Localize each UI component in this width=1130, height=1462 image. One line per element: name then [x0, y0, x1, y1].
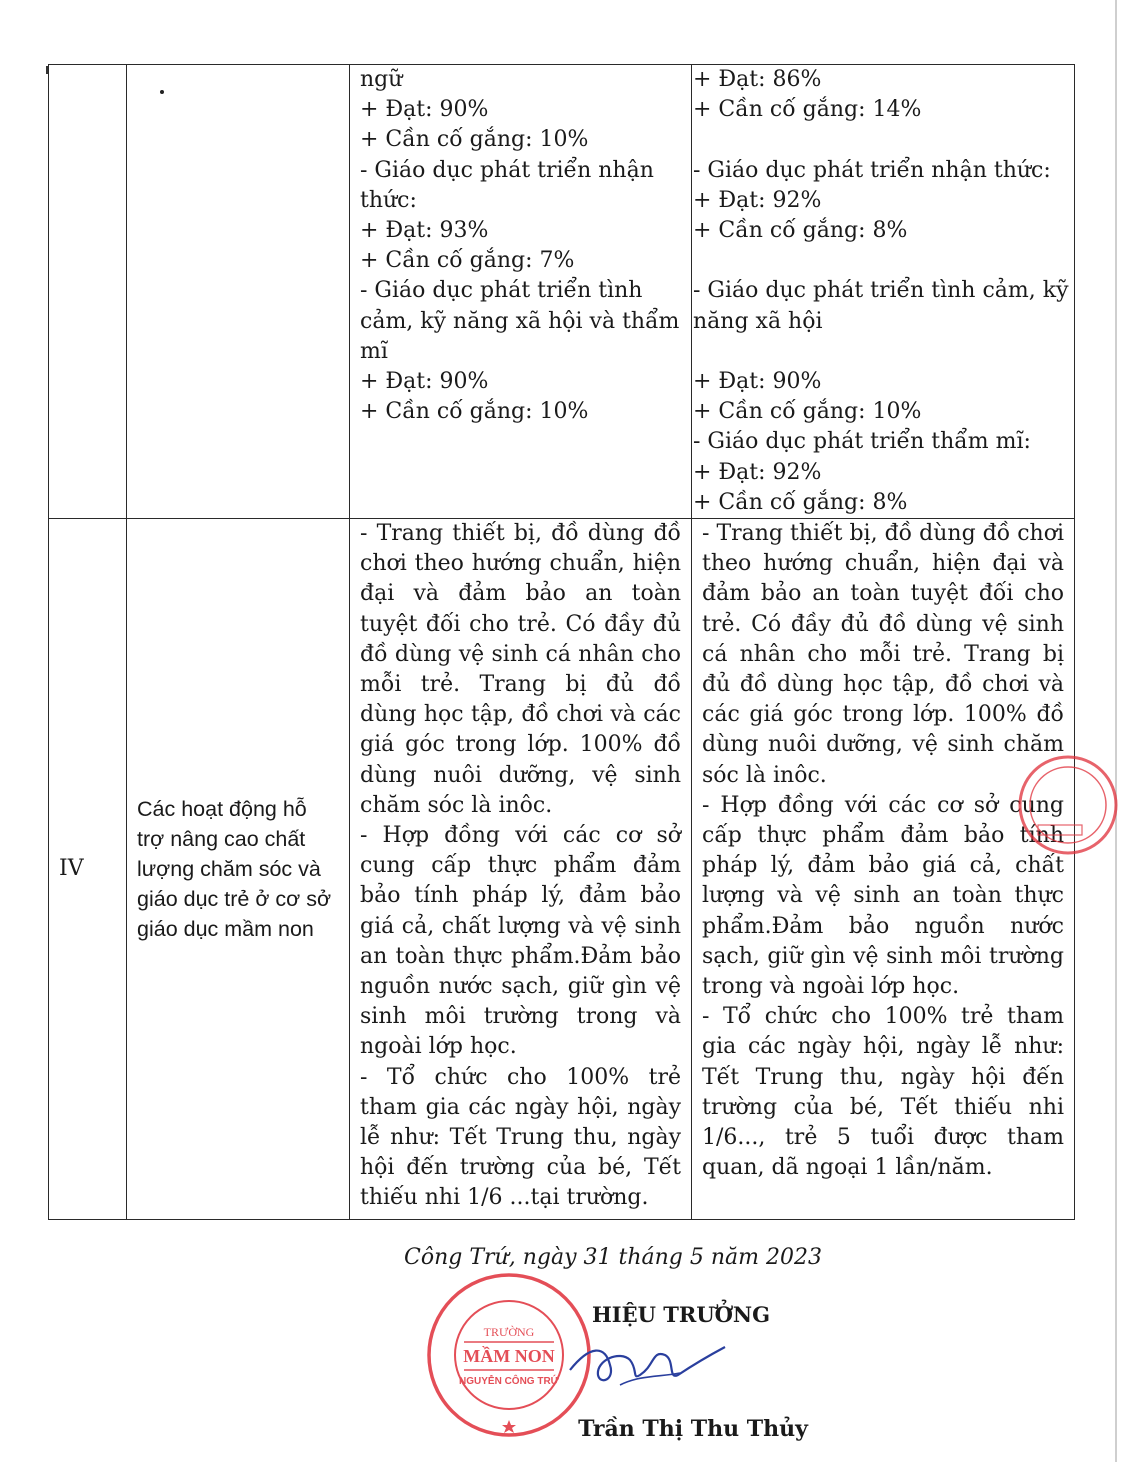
target-paragraph: - Hợp đồng với các cơ sở cung cấp thực phẩm đảm bảo tính pháp lý, đảm bảo giá cả, chất lượng và vệ sinh an toàn thực phẩm.Đảm bảo nguồn nước sạch, giữ gìn vệ sinh môi trường trong và ngoài lớp học. — [360, 823, 681, 1060]
cell-result — [692, 65, 1075, 519]
cell-area — [127, 519, 350, 1220]
result-line: - Giáo dục phát triển thẩm mĩ: — [693, 429, 1031, 455]
result-line: - Giáo dục phát triển tình cảm, kỹ — [693, 278, 1069, 304]
result-paragraph: - Trang thiết bị, đồ dùng đồ chơi theo hướng chuẩn, hiện đại và đảm bảo an toàn tuyệt đối cho trẻ. Có đầy đủ đồ dùng vệ sinh cá nhân cho mỗi trẻ. Trang bị đủ đồ dùng học tập, đồ chơi và các giá góc trong lớp. 100% đồ dùng nuôi dưỡng, vệ sinh chăm sóc là inôc. — [702, 521, 1064, 788]
target-line: + Cần cố gắng: 7% — [360, 248, 575, 274]
signer-title: HIỆU TRƯỞNG — [591, 1302, 771, 1327]
table-row — [49, 65, 1075, 519]
cell-number — [49, 519, 127, 1220]
cell-target — [350, 65, 692, 519]
result-line — [693, 337, 1072, 367]
target-line: ngữ — [360, 67, 403, 92]
side-seal-stamp — [998, 730, 1118, 880]
target-line: thức: — [360, 187, 417, 213]
target-lines — [350, 65, 691, 427]
seal-text: NGUYỄN CÔNG TRỨ — [459, 1376, 559, 1387]
target-line: + Đạt: 90% — [360, 369, 489, 395]
result-line: - Giáo dục phát triển nhận thức: — [693, 157, 1051, 183]
target-line: - Giáo dục phát triển nhận — [360, 157, 654, 183]
area-title: Các hoạt động hỗ trợ nâng cao chất lượng chăm sóc và giáo dục trẻ ở cơ sở giáo dục mầm non — [137, 797, 332, 941]
seal-text: TRƯỜNG — [483, 1325, 535, 1339]
target-line: + Cần cố gắng: 10% — [360, 399, 589, 425]
target-paragraph: - Tổ chức cho 100% trẻ tham gia các ngày hội, ngày lễ như: Tết Trung thu, ngày hội đến trường của bé, Tết thiếu nhi 1/6 ...tại trường. — [360, 1064, 681, 1211]
result-line — [693, 125, 1072, 155]
target-paragraph: - Trang thiết bị, đồ dùng đồ chơi theo hướng chuẩn, hiện đại và đảm bảo an toàn tuyệt đối cho trẻ. Có đầy đủ đồ dùng vệ sinh cá nhân cho mỗi trẻ. Trang bị đủ đồ dùng học tập, đồ chơi và các giá góc trong lớp. 100% đồ dùng nuôi dưỡng, vệ sinh chăm sóc là inôc. — [360, 521, 681, 818]
target-line: - Giáo dục phát triển tình — [360, 278, 643, 304]
place-date: Công Trứ, ngày 31 tháng 5 năm 2023 — [404, 1245, 822, 1270]
table-row — [49, 519, 1075, 1220]
result-paragraph: - Hợp đồng với các cơ sở cung cấp thực phẩm đảm bảo tính pháp lý, đảm bảo giá cả, chất lượng và vệ sinh an toàn thực phẩm.Đảm bảo nguồn nước sạch, giữ gìn vệ sinh môi trường trong và ngoài lớp học. — [702, 792, 1064, 1000]
result-paragraph: - Tổ chức cho 100% trẻ tham gia các ngày hội, ngày lễ như: Tết Trung thu, ngày hội đến trường của bé, Tết thiếu nhi 1/6..., trẻ 5 tuổi được tham quan, dã ngoại 1 lần/năm. — [702, 1004, 1064, 1181]
target-line: mĩ — [360, 338, 388, 364]
result-line: + Cần cố gắng: 8% — [693, 218, 908, 243]
signer-name: Trần Thị Thu Thủy — [578, 1416, 808, 1442]
target-line: + Đạt: 93% — [360, 218, 489, 244]
target-line: + Cần cố gắng: 10% — [360, 127, 589, 153]
target-text — [350, 519, 691, 1214]
signature — [560, 1325, 730, 1395]
target-line: + Đạt: 90% — [360, 97, 489, 123]
result-line: năng xã hội — [693, 308, 823, 334]
result-line — [693, 246, 1072, 276]
cell-number — [49, 65, 127, 519]
result-line: + Đạt: 86% — [693, 67, 822, 92]
result-line: + Đạt: 92% — [693, 459, 822, 485]
cell-target — [350, 519, 692, 1220]
target-line: cảm, kỹ năng xã hội và thẩm — [360, 308, 680, 334]
result-line: + Đạt: 92% — [693, 187, 822, 213]
result-line: + Cần cố gắng: 10% — [693, 399, 922, 425]
result-line: + Đạt: 90% — [693, 368, 822, 394]
result-line: + Cần cố gắng: 8% — [693, 489, 908, 515]
result-line: + Cần cố gắng: 14% — [693, 97, 922, 123]
cell-area — [127, 65, 350, 519]
row-number: IV — [59, 855, 84, 881]
assessment-table — [48, 64, 1075, 1220]
seal-text: MẦM NON — [463, 1346, 555, 1366]
result-lines — [692, 65, 1074, 518]
